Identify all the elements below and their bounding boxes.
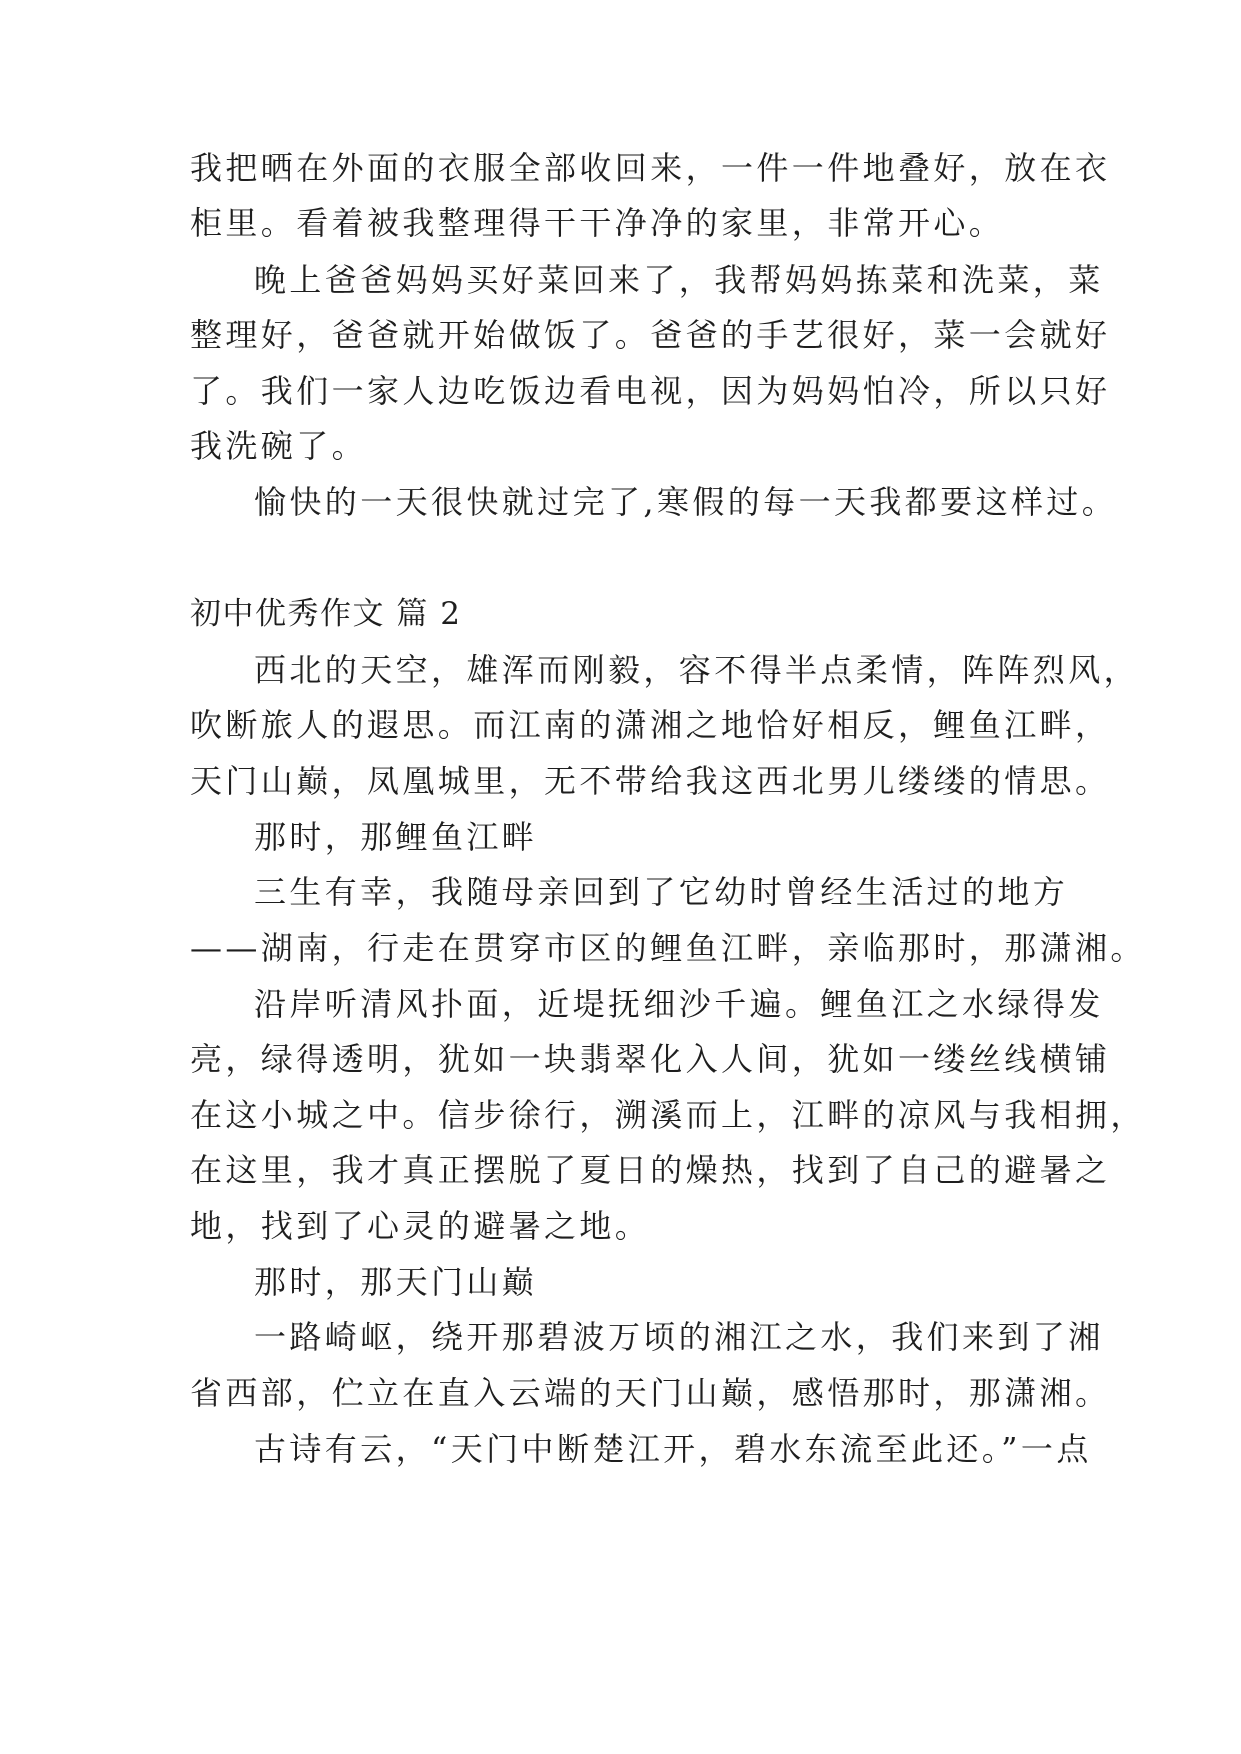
paragraph-line: 三生有幸，我随母亲回到了它幼时曾经生活过的地方 [254, 873, 1069, 911]
paragraph-line: 西北的天空，雄浑而刚毅，容不得半点柔情，阵阵烈风， [254, 651, 1140, 689]
paragraph-line: 愉快的一天很快就过完了,寒假的每一天我都要这样过。 [254, 483, 1118, 521]
subheading-line: 那时，那天门山巅 [254, 1263, 538, 1301]
paragraph-line: 在这里，我才真正摆脱了夏日的燥热，找到了自己的避暑之 [190, 1151, 1111, 1189]
paragraph-line: 省西部，伫立在直入云端的天门山巅，感悟那时，那潇湘。 [190, 1374, 1111, 1412]
paragraph-line: 吹断旅人的遐思。而江南的潇湘之地恰好相反，鲤鱼江畔， [190, 706, 1111, 744]
paragraph-line: 了。我们一家人边吃饭边看电视，因为妈妈怕冷，所以只好 [190, 372, 1111, 410]
subheading-line: 那时，那鲤鱼江畔 [254, 818, 538, 856]
paragraph-line: 在这小城之中。信步徐行，溯溪而上，江畔的凉风与我相拥， [190, 1096, 1146, 1134]
paragraph-line: 柜里。看着被我整理得干干净净的家里，非常开心。 [190, 204, 1005, 242]
paragraph-line: 亮，绿得透明，犹如一块翡翠化入人间，犹如一缕丝线横铺 [190, 1040, 1111, 1078]
paragraph-line: 晚上爸爸妈妈买好菜回来了，我帮妈妈拣菜和洗菜，菜 [254, 261, 1104, 299]
paragraph-line: 古诗有云，“天门中断楚江开，碧水东流至此还。”一点 [254, 1430, 1092, 1468]
paragraph-line: ——湖南，行走在贯穿市区的鲤鱼江畔，亲临那时，那潇湘。 [190, 929, 1146, 967]
paragraph-line: 一路崎岖，绕开那碧波万顷的湘江之水，我们来到了湘 [254, 1318, 1104, 1356]
paragraph-line: 整理好，爸爸就开始做饭了。爸爸的手艺很好，菜一会就好 [190, 316, 1111, 354]
paragraph-line: 我洗碗了。 [190, 427, 368, 465]
paragraph-line: 沿岸听清风扑面，近堤抚细沙千遍。鲤鱼江之水绿得发 [254, 985, 1104, 1023]
section-heading: 初中优秀作文 篇 2 [190, 596, 462, 632]
paragraph-line: 我把晒在外面的衣服全部收回来，一件一件地叠好，放在衣 [190, 149, 1111, 187]
paragraph-line: 地，找到了心灵的避暑之地。 [190, 1207, 651, 1245]
paragraph-line: 天门山巅，凤凰城里，无不带给我这西北男儿缕缕的情思。 [190, 762, 1111, 800]
